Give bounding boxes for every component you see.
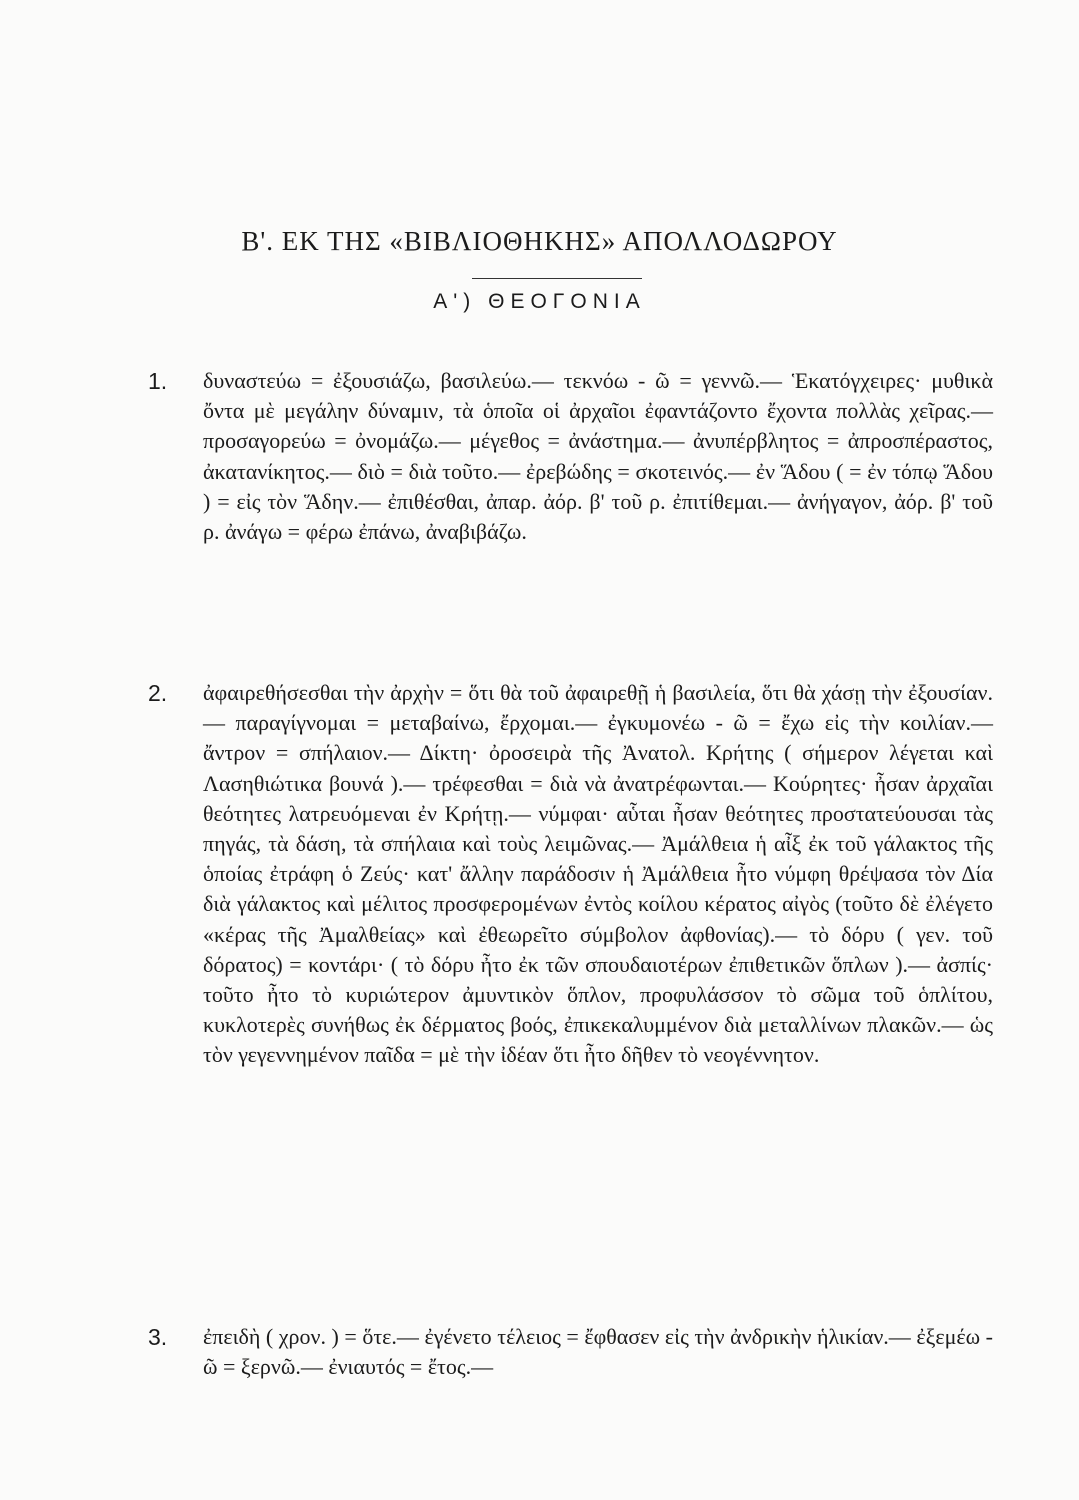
glossary-entry	[148, 366, 993, 547]
entry-number: 1.	[148, 368, 168, 394]
entry-number: 3.	[148, 1324, 168, 1350]
section-subtitle: Α') ΘΕΟΓΟΝΙΑ	[433, 290, 646, 313]
entry-text: ἀφαιρεθήσεσθαι τὴν ἀρχὴν = ὅτι θὰ τοῦ ἀφαιρεθῇ ἡ βασιλεία, ὅτι θὰ χάσῃ τὴν ἐξουσίαν.— παραγίγνομαι = μεταβαίνω, ἔρχομαι.— ἐγκυμονέω - ῶ = ἔχω εἰς τὴν κοιλίαν.— ἄντρον = σπήλαιον.— Δίκτη· ὀροσειρὰ τῆς Ἀνατολ. Κρήτης ( σήμερον λέγεται καὶ Λασηθιώτικα βουνά ).— τρέφεσθαι = διὰ νὰ ἀνατρέφωνται.— Κούρητες· ἦσαν ἀρχαῖαι θεότητες λατρευόμεναι ἐν Κρήτῃ.— νύμφαι· αὗται ἦσαν θεότητες προστατεύουσαι τὰς πηγάς, τὰ δάση, τὰ σπήλαια καὶ τοὺς λειμῶνας.— Ἀμάλθεια ἡ αἶξ ἐκ τοῦ γάλακτος τῆς ὁποίας ἐτράφη ὁ Ζεύς· κατ' ἄλλην παράδοσιν ἡ Ἀμάλθεια ἦτο νύμφη θρέψασα τὸν Δία διὰ γάλακτος καὶ μέλιτος προσφερομένων ἐντὸς κοίλου κέρατος αἰγὸς (τοῦτο δὲ ἐλέγετο «κέρας τῆς Ἀμαλθείας» καὶ ἐθεωρεῖτο σύμβολον ἀφθονίας).— τὸ δόρυ ( γεν. τοῦ δόρατος) = κοντάρι· ( τὸ δόρυ ἦτο ἐκ τῶν σπουδαιοτέρων ἐπιθετικῶν ὅπλων ).— ἀσπίς· τοῦτο ἦτο τὸ κυριώτερον ἀμυντικὸν ὅπλον, προφυλάσσον τὸ σῶμα τοῦ ὁπλίτου, κυκλοτερὲς συνήθως ἐκ δέρματος βοός, ἐπικεκαλυμμένον διὰ μεταλλίνων πλακῶν.— ὡς τὸν γεγεννημένον παῖδα = μὲ τὴν ἰδέαν ὅτι ἦτο δῆθεν τὸ νεογέννητον.	[203, 680, 993, 1068]
glossary-entry	[148, 1322, 993, 1382]
page-title: Β'. ΕΚ ΤΗΣ «ΒΙΒΛΙΟΘΗΚΗΣ» ΑΠΟΛΛΟΔΩΡΟΥ	[241, 226, 838, 256]
entry-number: 2.	[148, 680, 168, 706]
glossary-entry	[148, 678, 993, 1071]
title-divider	[472, 278, 642, 279]
entry-text: δυναστεύω = ἐξουσιάζω, βασιλεύω.— τεκνόω - ῶ = γεννῶ.— Ἑκατόγχειρες· μυθικὰ ὄντα μὲ μεγάλην δύναμιν, τὰ ὁποῖα οἱ ἀρχαῖοι ἐφαντάζοντο ἔχοντα πολλὰς χεῖρας.— προσαγορεύω = ὀνομάζω.— μέγεθος = ἀνάστημα.— ἀνυπέρβλητος = ἀπροσπέραστος, ἀκατανίκητος.— διὸ = διὰ τοῦτο.— ἐρεβώδης = σκοτεινός.— ἐν Ἅδου ( = ἐν τόπῳ Ἅδου ) = εἰς τὸν Ἅδην.— ἐπιθέσθαι, ἀπαρ. ἀόρ. β' τοῦ ρ. ἐπιτίθεμαι.— ἀνήγαγον, ἀόρ. β' τοῦ ρ. ἀνάγω = φέρω ἐπάνω, ἀναβιβάζω.	[203, 368, 993, 545]
entry-text: ἐπειδὴ ( χρον. ) = ὅτε.— ἐγένετο τέλειος = ἔφθασεν εἰς τὴν ἀνδρικὴν ἡλικίαν.— ἐξεμέω - ῶ = ξερνῶ.— ἐνιαυτός = ἔτος.—	[203, 1324, 993, 1380]
